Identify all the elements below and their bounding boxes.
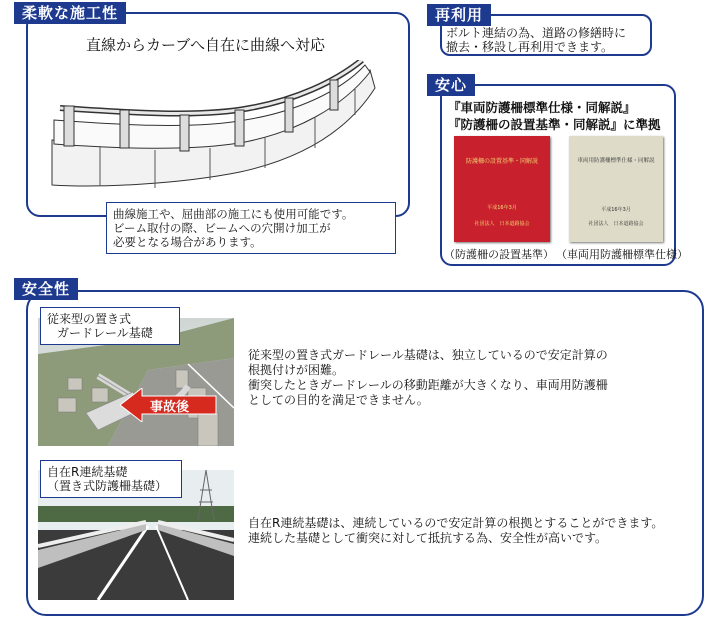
continuous-label	[40, 460, 182, 498]
conventional-text-line-3: 衝突したときガードレールの移動距離が大きくなり、車両用防護柵	[248, 378, 608, 392]
flexible-note-line-3: 必要となる場合があります。	[113, 235, 262, 249]
conventional-label	[40, 307, 180, 345]
red-book-title: 防護柵の設置基準・同解説	[465, 158, 538, 165]
continuous-text-line-2: 連続した基礎として衝突に対して抵抗する為、安全性が高いです。	[248, 531, 608, 545]
assurance-tag: 安心	[427, 74, 475, 96]
flexible-note	[106, 202, 396, 254]
beige-book-title: 車両用防護柵標準仕様・同解説	[577, 158, 655, 164]
continuous-label-line-1: 自在R連続基礎	[47, 465, 128, 479]
beige-book-date: 平成16年3月	[601, 207, 631, 213]
conventional-label-line-1: 従来型の置き式	[47, 312, 132, 326]
conventional-text-line-1: 従来型の置き式ガードレール基礎は、独立しているので安定計算の	[248, 348, 608, 362]
safety-tag: 安全性	[14, 278, 78, 300]
assurance-line-1: 『車両防護柵標準仕様・同解説』	[448, 100, 636, 115]
beige-book-cover	[569, 136, 663, 242]
reuse-tag: 再利用	[427, 4, 491, 26]
curved-barrier-drawing	[40, 60, 380, 200]
reuse-text-line-2: 撤去・移設し再利用できます。	[446, 40, 614, 54]
red-book-caption: （防護柵の設置基準）	[444, 248, 554, 261]
conventional-text	[248, 348, 608, 408]
continuous-text-line-1: 自在R連続基礎は、連続しているので安定計算の根拠とすることができます。	[248, 516, 664, 530]
flexible-note-line-1: 曲線施工や、屈曲部の施工にも使用可能です。	[113, 207, 354, 221]
flexible-headline: 直線からカーブへ自在に曲線へ対応	[86, 36, 325, 54]
flexible-note-line-2: ビーム取付の際、ビームへの穴開け加工が	[113, 221, 331, 235]
red-book-publisher: 社団法人 日本道路協会	[474, 221, 530, 227]
flexible-tag: 柔軟な施工性	[14, 2, 126, 24]
accident-label: 事故後	[150, 400, 190, 415]
red-book-date: 平成16年3月	[487, 205, 517, 211]
continuous-label-line-2: （置き式防護柵基礎）	[47, 479, 168, 493]
beige-book-publisher: 社団法人 日本道路協会	[588, 221, 644, 227]
reuse-text	[446, 26, 626, 54]
conventional-label-line-2: ガードレール基礎	[57, 326, 153, 340]
reuse-text-line-1: ボルト連結の為、道路の修繕時に	[446, 26, 627, 40]
conventional-text-line-2: 根拠付けが困難。	[248, 363, 345, 377]
beige-book-caption: （車両用防護柵標準仕様）	[556, 248, 688, 261]
assurance-line-2: 『防護柵の設置基準・同解説』に準拠	[448, 117, 661, 132]
continuous-text	[248, 516, 663, 546]
conventional-text-line-4: としての目的を満足できません。	[248, 393, 429, 407]
red-book-cover	[454, 136, 550, 242]
